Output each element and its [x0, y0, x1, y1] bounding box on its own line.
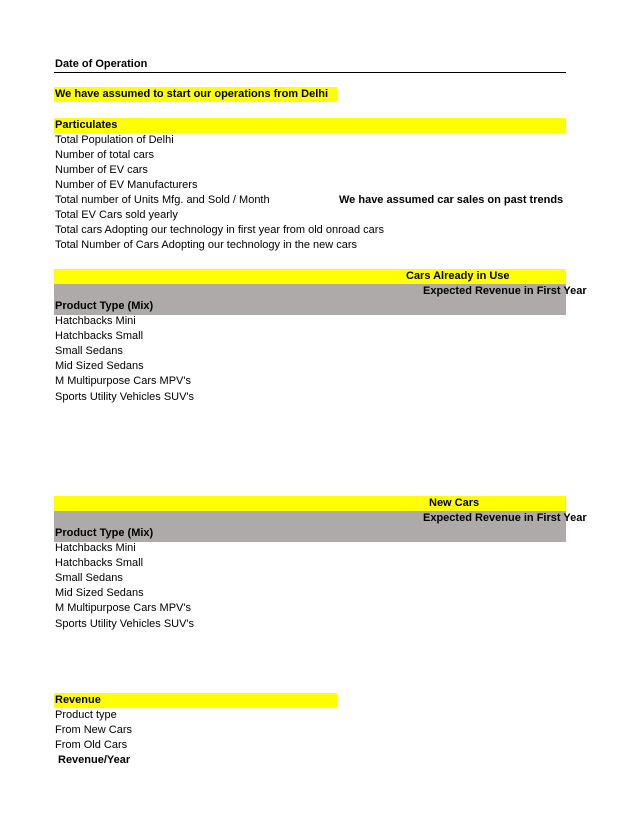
particulates-band — [54, 118, 566, 133]
particulates-row: Total Population of Delhi — [55, 134, 174, 146]
cars-in-use-row: Small Sedans — [55, 345, 123, 357]
new-cars-row: M Multipurpose Cars MPV's — [55, 602, 191, 614]
new-cars-row: Small Sedans — [55, 572, 123, 584]
revenue-row: From New Cars — [55, 724, 133, 736]
operations-assumption: We have assumed to start our operations from Delhi — [55, 88, 329, 100]
revenue-row: Product type — [55, 709, 117, 721]
new-cars-row: Mid Sized Sedans — [55, 587, 144, 599]
new-cars-band — [54, 496, 566, 511]
new-cars-product-header: Product Type (Mix) — [55, 527, 154, 539]
cars-in-use-revenue-header: Expected Revenue in First Year — [423, 285, 587, 297]
particulates-heading: Particulates — [55, 119, 118, 131]
cars-in-use-row: Mid Sized Sedans — [55, 360, 144, 372]
particulates-row: Total Number of Cars Adopting our technology in the new cars — [55, 239, 358, 251]
new-cars-row: Hatchbacks Small — [55, 557, 144, 569]
cars-in-use-product-header: Product Type (Mix) — [55, 300, 154, 312]
particulates-row: Total number of Units Mfg. and Sold / Month — [55, 194, 270, 206]
heading-divider — [54, 72, 566, 73]
new-cars-title: New Cars — [429, 497, 480, 509]
particulates-row: Total EV Cars sold yearly — [55, 209, 178, 221]
revenue-heading: Revenue — [55, 694, 101, 706]
cars-in-use-title: Cars Already in Use — [406, 270, 510, 282]
particulates-row: Number of EV cars — [55, 164, 148, 176]
cars-in-use-row: M Multipurpose Cars MPV's — [55, 375, 191, 387]
new-cars-row: Hatchbacks Mini — [55, 542, 136, 554]
cars-in-use-row: Hatchbacks Small — [55, 330, 144, 342]
cars-in-use-row: Sports Utility Vehicles SUV's — [55, 391, 195, 403]
car-sales-note: We have assumed car sales on past trends — [339, 194, 564, 206]
particulates-row: Number of EV Manufacturers — [55, 179, 198, 191]
revenue-per-year: Revenue/Year — [58, 754, 131, 766]
new-cars-revenue-header: Expected Revenue in First Year — [423, 512, 587, 524]
new-cars-row: Sports Utility Vehicles SUV's — [55, 618, 195, 630]
particulates-row: Number of total cars — [55, 149, 155, 161]
revenue-row: From Old Cars — [55, 739, 128, 751]
date-of-operation-heading: Date of Operation — [55, 58, 148, 70]
cars-in-use-row: Hatchbacks Mini — [55, 315, 136, 327]
particulates-row: Total cars Adopting our technology in first year from old onroad cars — [55, 224, 384, 236]
